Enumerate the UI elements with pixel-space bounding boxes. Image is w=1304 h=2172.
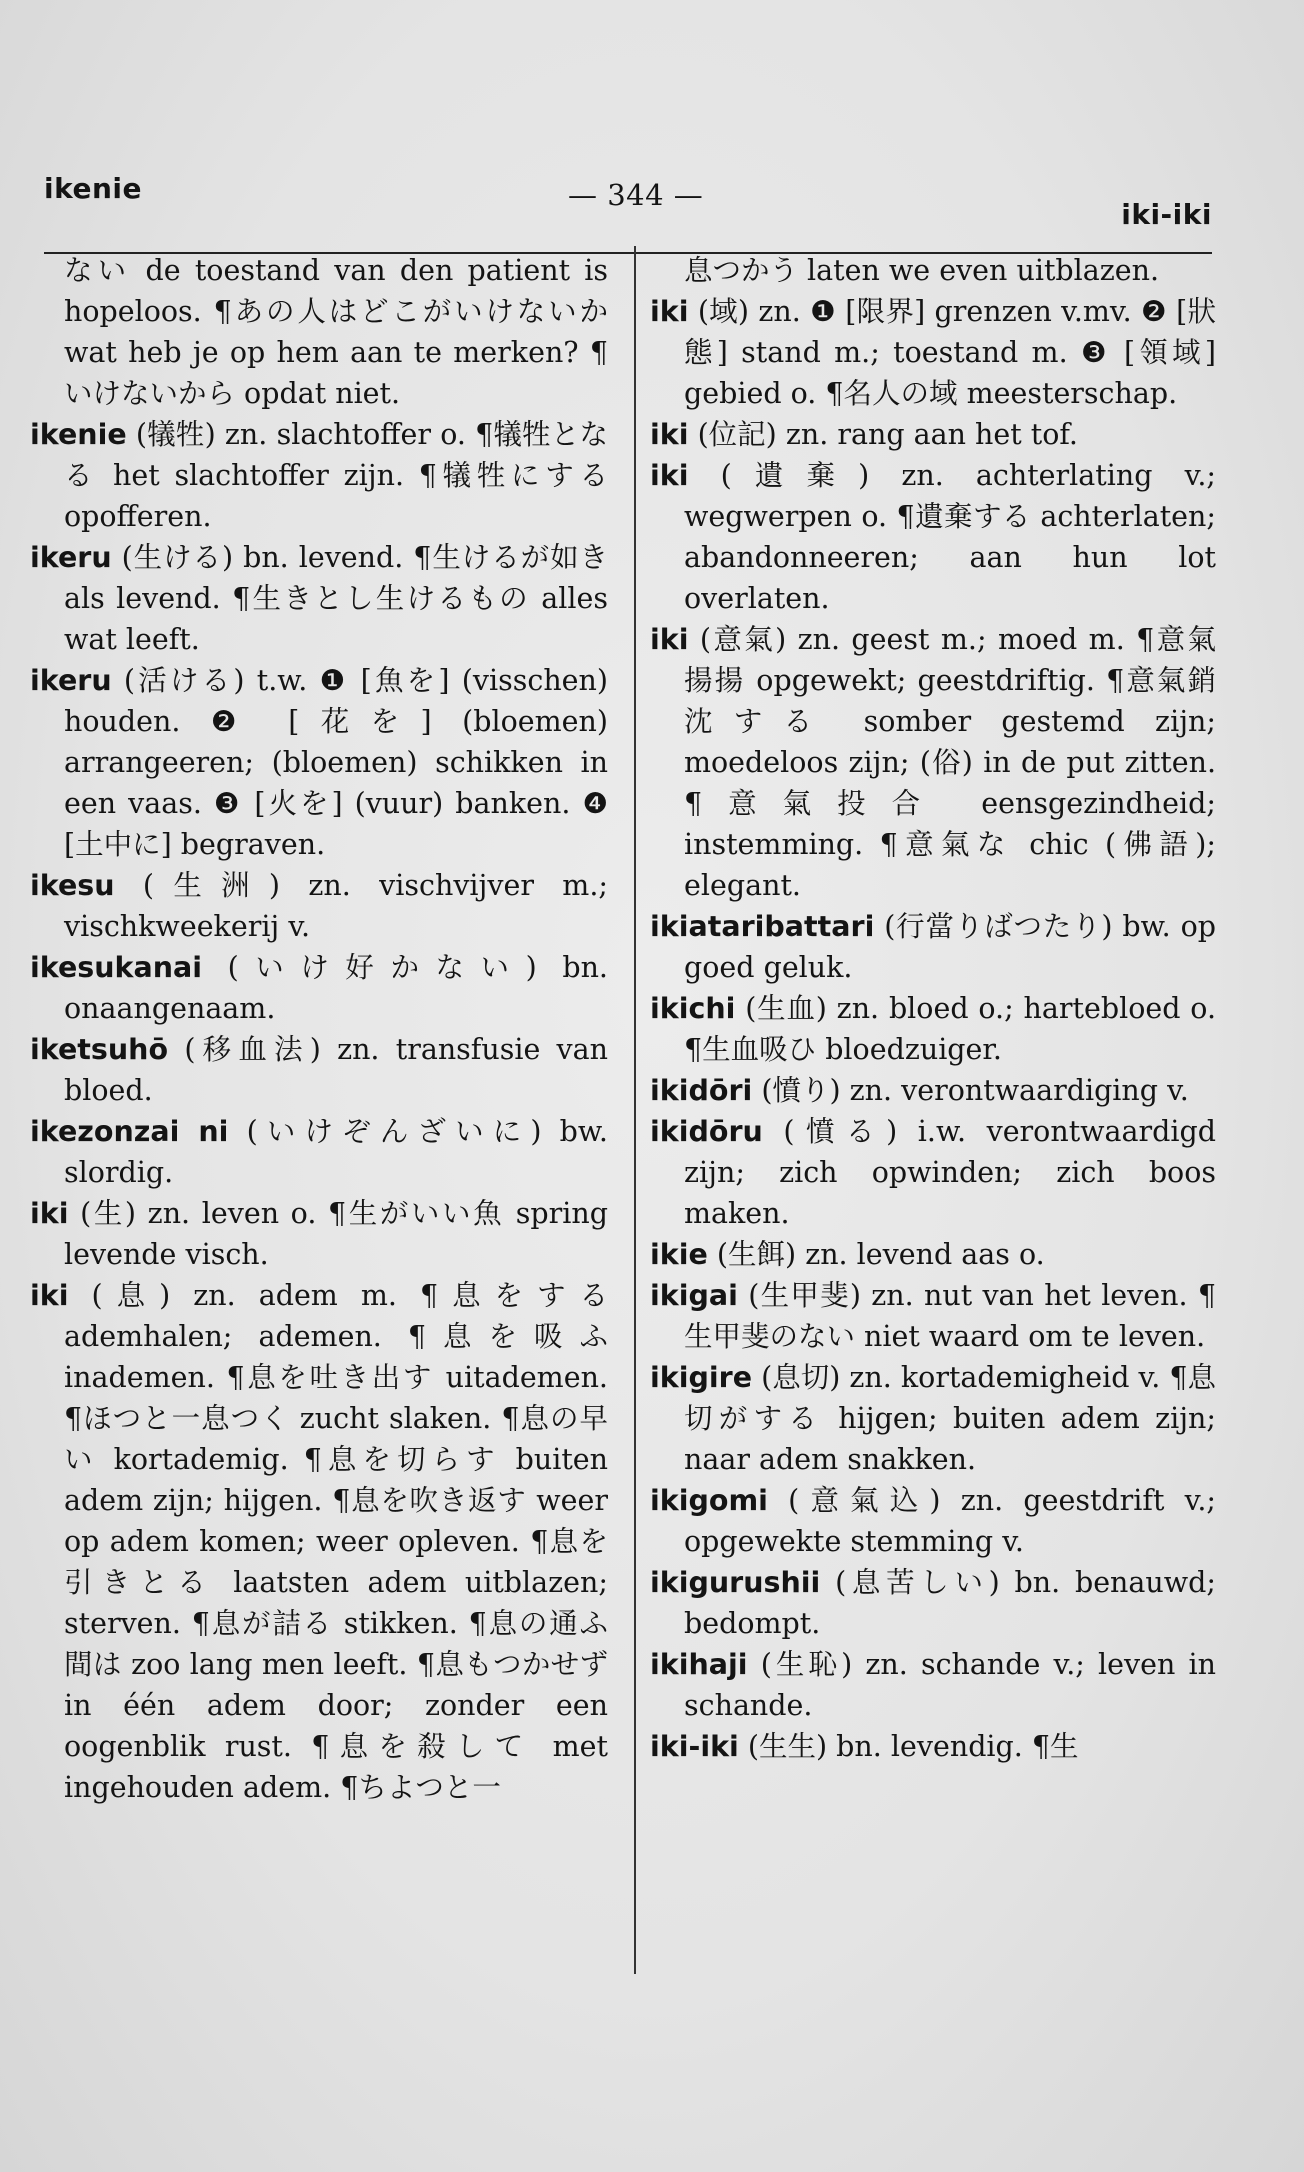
dictionary-entry [650,1275,1216,1357]
entry-headword: iki [650,295,689,328]
entry-text: (いけ好かない) bn. onaangenaam. [64,951,608,1025]
dictionary-entry [30,947,608,1029]
entry-text: ない de toestand van den patient is hopeloos. ¶あの人はどこがいけないか wat heb je op hem aan te merken? ¶いけないから opdat niet. [64,254,608,410]
entry-headword: iki [650,623,689,656]
dictionary-entry [30,537,608,660]
dictionary-entry [650,414,1216,455]
entry-text: (生餌) zn. levend aas o. [716,1238,1045,1271]
page-number: — 344 — [568,178,704,212]
dictionary-entry [650,988,1216,1070]
dictionary-entry [650,1562,1216,1644]
left-column [30,250,608,1808]
dictionary-entry [30,414,608,537]
entry-text: (息) zn. adem m. ¶息をする ademhalen; ademen. ¶息を吸ふ inademen. ¶息を吐き出す uitademen. ¶ほつと一息つく zucht slaken. ¶息の早い kortademig. ¶息を切らす buiten adem zijn; hijgen. ¶息を吹き返す weer op adem komen; weer opleven. ¶息を引きとる laatsten adem uitblazen; sterven. ¶息が詰る stikken. ¶息の通ふ間は zoo lang men leeft. ¶息もつかせず in één adem door; zonder een oogenblik rust. ¶息を殺して met ingehouden adem. ¶ちよつと一 [64,1279,608,1804]
dictionary-entry [30,1111,608,1193]
entry-headword: ikie [650,1238,708,1271]
entry-headword: ikeru [30,541,112,574]
entry-text: (生甲斐) zn. nut van het leven. ¶生甲斐のない niet waard om te leven. [684,1279,1216,1353]
entry-headword: iki [30,1197,69,1230]
dictionary-entry [650,1480,1216,1562]
entry-text: 息つかう laten we even uitblazen. [684,254,1160,287]
dictionary-entry [650,906,1216,988]
entry-headword: ikichi [650,992,736,1025]
entry-headword: ikidōri [650,1074,753,1107]
entry-text: (域) zn. ❶ [限界] grenzen v.mv. ❷ [狀態] stand m.; toestand m. ❸ [領域] gebied o. ¶名人の域 meesterschap. [684,295,1216,410]
entry-headword: iki [650,418,689,451]
dictionary-entry [650,1357,1216,1480]
entry-text: (息苦しい) bn. benauwd; bedompt. [684,1566,1217,1640]
entry-headword: ikezonzai ni [30,1115,229,1148]
entry-text: (生血) zn. bloed o.; hartebloed o. ¶生血吸ひ bloedzuiger. [684,992,1217,1066]
entry-headword: ikidōru [650,1115,763,1148]
entry-text: (生ける) bn. levend. ¶生けるが如き als levend. ¶生きとし生けるもの alles wat leeft. [64,541,608,656]
entry-headword: iki-iki [650,1730,739,1763]
dictionary-entry [650,291,1216,414]
column-divider [634,246,636,1974]
dictionary-entry [650,455,1216,619]
entry-text: (生) zn. leven o. ¶生がいい魚 spring levende visch. [64,1197,608,1271]
entry-text: (遺棄) zn. achterlating v.; wegwerpen o. ¶遺棄する achterlaten; abandonneeren; aan hun lot overlaten. [684,459,1216,615]
entry-text: (意氣) zn. geest m.; moed m. ¶意氣揚揚 opgewekt; geestdriftig. ¶意氣銷沈する somber gestemd zijn; moedeloos zijn; (俗) in de put zitten. ¶意氣投合 eensgezindheid; instemming. ¶意氣な chic (佛語); elegant. [684,623,1216,902]
entry-continuation [650,250,1216,291]
right-column [650,250,1216,1767]
entry-text: (活ける) t.w. ❶ [魚を] (visschen) houden. ❷ [花を] (bloemen) arrangeeren; (bloemen) schikken in een vaas. ❸ [火を] (vuur) banken. ❹ [土中に] begraven. [64,664,609,861]
dictionary-entry [650,1234,1216,1275]
entry-text: (意氣込) zn. geestdrift v.; opgewekte stemming v. [684,1484,1217,1558]
dictionary-entry [30,1029,608,1111]
dictionary-entry [650,619,1216,906]
running-head-right: iki-iki [1121,198,1212,231]
entry-headword: iketsuhō [30,1033,169,1066]
dictionary-entry [650,1111,1216,1234]
entry-headword: ikigai [650,1279,738,1312]
dictionary-entry [650,1644,1216,1726]
entry-headword: ikenie [30,418,127,451]
entry-headword: ikeru [30,664,112,697]
running-head-left: ikenie [44,172,142,205]
entry-text: (移血法) zn. transfusie van bloed. [64,1033,609,1107]
dictionary-entry [650,1070,1216,1111]
entry-text: (生生) bn. levendig. ¶生 [747,1730,1079,1763]
entry-text: (息切) zn. kortademigheid v. ¶息切がする hijgen; buiten adem zijn; naar adem snakken. [684,1361,1216,1476]
entry-text: (憤り) zn. verontwaardiging v. [761,1074,1189,1107]
entry-text: (行當りばつたり) bw. op goed geluk. [684,910,1217,984]
entry-headword: ikigurushii [650,1566,821,1599]
entry-continuation [30,250,608,414]
entry-text: (生恥) zn. schande v.; leven in schande. [684,1648,1216,1722]
entry-text: (憤る) i.w. verontwaardigd zijn; zich opwinden; zich boos maken. [684,1115,1216,1230]
entry-text: (いけぞんざいに) bw. slordig. [64,1115,608,1189]
entry-headword: ikigire [650,1361,753,1394]
entry-text: (犠牲) zn. slachtoffer o. ¶犠牲となる het slachtoffer zijn. ¶犠牲にする opofferen. [64,418,608,533]
dictionary-entry [30,1275,608,1808]
entry-text: (生洲) zn. vischvijver m.; vischkweekerij v. [64,869,608,943]
entry-headword: ikigomi [650,1484,768,1517]
dictionary-entry [30,660,608,865]
entry-headword: iki [650,459,689,492]
entry-headword: ikesu [30,869,115,902]
entry-text: (位記) zn. rang aan het tof. [697,418,1078,451]
dictionary-entry [30,1193,608,1275]
entry-headword: ikesukanai [30,951,203,984]
entry-headword: iki [30,1279,69,1312]
entry-headword: ikihaji [650,1648,748,1681]
dictionary-entry [650,1726,1216,1767]
dictionary-entry [30,865,608,947]
entry-headword: ikiataribattari [650,910,875,943]
